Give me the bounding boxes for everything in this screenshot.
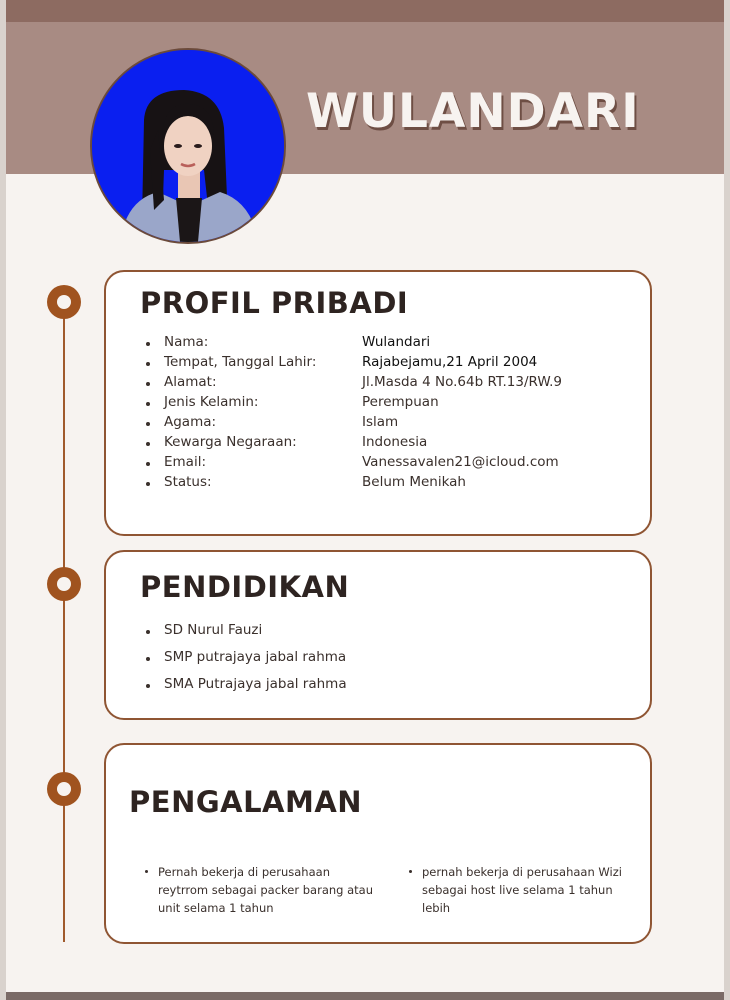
profile-label-email: Email: [164, 454, 207, 470]
profile-label-alamat: Alamat: [164, 374, 217, 390]
education-item: SMP putrajaya jabal rahma [164, 649, 347, 665]
experience-item: pernah bekerja di perusahaan Wizi sebagai host live selama 1 tahun lebih [422, 863, 642, 917]
profile-value-jenis-kelamin: Perempuan [362, 394, 439, 410]
cv-page [6, 0, 724, 1000]
profile-label-jenis-kelamin: Jenis Kelamin: [164, 394, 259, 410]
education-item: SMA Putrajaya jabal rahma [164, 676, 347, 692]
timeline-dot-education [47, 567, 81, 601]
profile-label-status: Status: [164, 474, 212, 490]
profile-card [104, 270, 652, 536]
education-heading: PENDIDIKAN [140, 570, 350, 604]
profile-value-status: Belum Menikah [362, 474, 466, 490]
education-card [104, 550, 652, 720]
person-name-title: WULANDARI [306, 84, 640, 139]
profile-value-ttl: Rajabejamu,21 April 2004 [362, 354, 538, 370]
education-item: SD Nurul Fauzi [164, 622, 263, 638]
profile-value-alamat: Jl.Masda 4 No.64b RT.13/RW.9 [362, 374, 563, 390]
profile-label-ttl: Tempat, Tanggal Lahir: [164, 354, 317, 370]
profile-value-nama: Wulandari [362, 334, 431, 350]
profile-heading: PROFIL PRIBADI [140, 286, 409, 320]
experience-item: Pernah bekerja di perusahaan reytrrom sebagai packer barang atau unit selama 1 tahun [158, 863, 378, 917]
experience-card [104, 743, 652, 944]
timeline-dot-experience [47, 772, 81, 806]
profile-value-agama: Islam [362, 414, 399, 430]
top-strip [6, 0, 724, 22]
profile-label-agama: Agama: [164, 414, 217, 430]
profile-photo [90, 48, 286, 244]
experience-heading: PENGALAMAN [129, 785, 363, 819]
bottom-strip [6, 992, 724, 1000]
profile-value-email: Vanessavalen21@icloud.com [362, 454, 559, 470]
timeline-dot-profile [47, 285, 81, 319]
profile-value-kewarganegaraan: Indonesia [362, 434, 428, 450]
profile-label-nama: Nama: [164, 334, 209, 350]
timeline-line [63, 300, 65, 942]
profile-label-kewarganegaraan: Kewarga Negaraan: [164, 434, 297, 450]
